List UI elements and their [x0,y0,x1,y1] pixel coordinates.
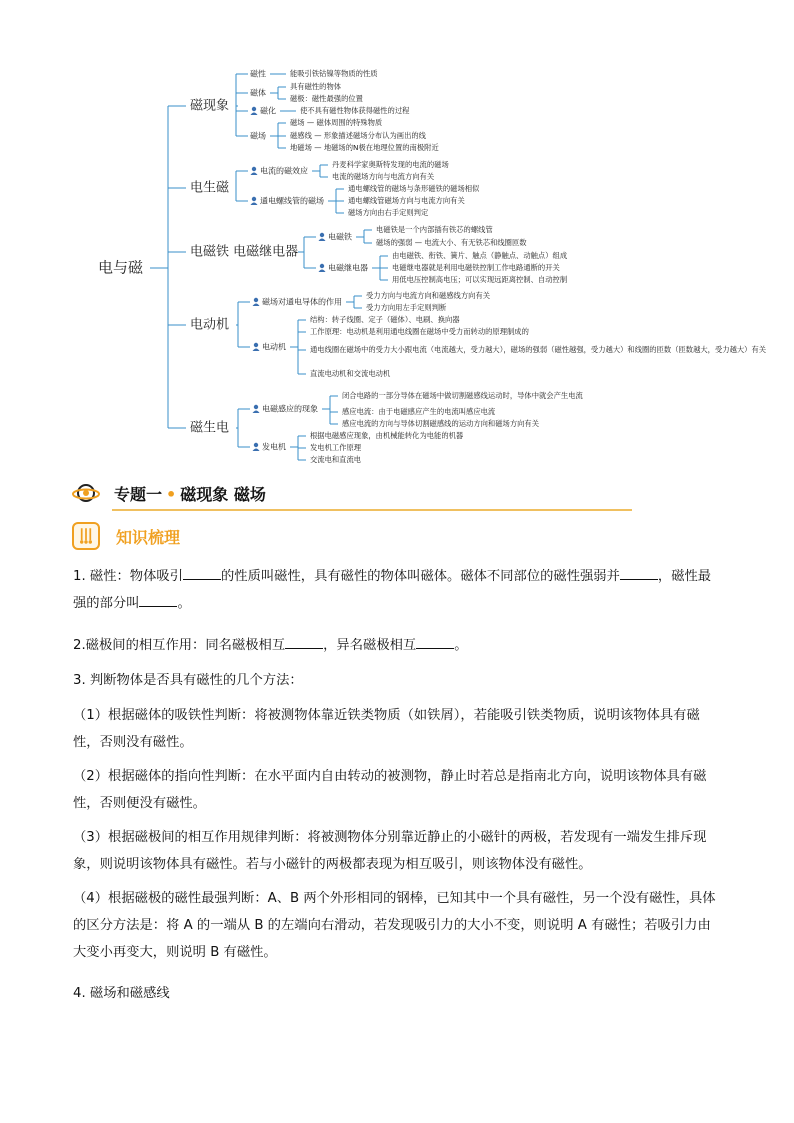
p1-text-d: 。 [177,596,191,611]
detail-3-2-2: 电磁继电器就是利用电磁铁控制工作电路通断的开关 [392,263,560,272]
detail-1-2-1: 具有磁性的物体 [290,82,342,91]
detail-2-1-2: 电流的磁场方向与电流方向有关 [332,172,435,181]
p2-text-a: 2.磁极间的相互作用：同名磁极相互 [73,638,286,653]
detail-4-1-2: 受力方向用左手定则判断 [366,303,447,312]
topic-1-4: 磁场 [250,131,266,141]
topic-number: 专题一 [114,485,163,504]
detail-2-1-1: 丹麦科学家奥斯特发现的电流的磁场 [332,160,449,169]
branch-5: 磁生电 [190,420,230,436]
person-icon [251,197,258,205]
mind-map [0,0,794,470]
paragraph-6: （3）根据磁极间的相互作用规律判断：将被测物体分别靠近静止的小磁针的两极，若发现有一端发生排斥现象，则说明该物体具有磁性。若与小磁针的两极都表现为相互吸引，则该物体没有磁性。 [73,830,707,872]
p1-text-a: 1. 磁性：物体吸引 [73,569,183,584]
detail-3-1-2: 磁场的强弱 — 电流大小、有无铁芯和线圈匝数 [376,238,527,247]
branch-4: 电动机 [190,317,230,333]
blank-5 [416,634,454,649]
blank-2 [620,565,658,580]
detail-5-1-2: 感应电流：由于电磁感应产生的电流叫感应电流 [342,407,496,416]
topic-4-1: 磁场对通电导体的作用 [262,297,342,307]
p2-text-b: ，异名磁极相互 [323,638,417,653]
topic-dot: • [166,485,177,504]
topic-header [72,478,592,508]
paragraph-1 [73,563,723,617]
topic-title [114,482,266,505]
topic-5-1: 电磁感应的现象 [262,404,318,414]
detail-4-2-2: 工作原理：电动机是利用通电线圈在磁场中受力而转动的原理制成的 [310,327,529,336]
person-icon [253,405,260,413]
detail-4-2-4: 直流电动机和交流电动机 [310,369,391,378]
detail-5-2-3: 交流电和直流电 [310,455,362,464]
topic-3-2: 电磁继电器 [328,263,368,273]
detail-1-1-1: 能吸引铁钴镍等物质的性质 [290,69,378,78]
topic-5-2: 发电机 [262,442,286,452]
topic-2-2: 通电螺线管的磁场 [260,196,324,206]
topic-name: 磁现象 磁场 [180,485,266,504]
paragraph-8: 4. 磁场和磁感线 [73,986,170,1001]
mindmap-root: 电与磁 [98,258,144,277]
detail-5-1-1: 闭合电路的一部分导体在磁场中做切割磁感线运动时，导体中就会产生电流 [342,391,583,400]
paragraph-7: （4）根据磁极的磁性最强判断：A、B 两个外形相同的钢棒，已知其中一个具有磁性，另一个没有磁性，具体的区分方法是：将 A 的一端从 B 的左端向右滑动，若发现吸引力的大小不变，则说明 A 有磁性；若吸引力由大变小再变大，则说明 B 有磁性。 [73,891,716,960]
topic-3-1: 电磁铁 [328,232,352,242]
knowledge-icon [72,522,100,550]
person-icon [253,298,260,306]
detail-5-2-2: 发电机工作原理 [310,443,362,452]
detail-4-1-1: 受力方向与电流方向和磁感线方向有关 [366,291,491,300]
detail-1-4-1: 磁场 — 磁体周围的特殊物质 [290,118,383,127]
planet-icon [72,480,100,506]
paragraph-4: （1）根据磁体的吸铁性判断：将被测物体靠近铁类物质（如铁屑），若能吸引铁类物质，说明该物体具有磁性，否则没有磁性。 [73,708,700,750]
person-icon [319,233,326,241]
person-icon [251,167,258,175]
topic-1-3: 磁化 [260,106,276,116]
branch-3: 电磁铁 电磁继电器 [190,244,299,260]
p1-text-b: 的性质叫磁性，具有磁性的物体叫磁体。磁体不同部位的磁性强弱并 [221,569,620,584]
detail-2-2-2: 通电螺线管磁场方向与电流方向有关 [348,196,465,205]
detail-1-2-2: 磁极：磁性最强的位置 [290,94,363,103]
header-underline [112,509,632,511]
blank-3 [139,592,177,607]
detail-1-4-3: 地磁场 — 地磁场的N极在地理位置的南极附近 [290,143,439,152]
paragraph-3: 3. 判断物体是否具有磁性的几个方法： [73,673,303,688]
detail-2-2-1: 通电螺线管的磁场与条形磁铁的磁场相似 [348,184,480,193]
person-icon [251,107,258,115]
person-icon [253,343,260,351]
detail-1-3-1: 使不具有磁性物体获得磁性的过程 [300,106,410,115]
detail-2-2-3: 磁场方向由右手定则判定 [348,208,429,217]
detail-5-1-3: 感应电流的方向与导体切割磁感线的运动方向和磁场方向有关 [342,419,540,428]
detail-1-4-2: 磁感线 — 形象描述磁场分布认为画出的线 [290,131,426,140]
paragraph-5: （2）根据磁体的指向性判断：在水平面内自由转动的被测物，静止时若总是指南北方向，说明该物体具有磁性，否则便没有磁性。 [73,769,707,811]
detail-4-2-1: 结构：转子线圈、定子（磁体）、电刷、换向器 [310,315,460,324]
detail-4-2-3: 通电线圈在磁场中的受力大小跟电流（电流越大，受力越大），磁场的强弱（磁性越强，受力越大）和线圈的匝数（匝数越大，受力越大）有关 [310,345,767,354]
branch-2: 电生磁 [190,180,230,196]
detail-5-2-1: 根据电磁感应现象，由机械能转化为电能的机器 [310,431,464,440]
detail-3-2-1: 由电磁铁、衔铁、簧片、触点（静触点、动触点）组成 [392,251,568,260]
blank-4 [285,634,323,649]
topic-4-2: 电动机 [262,342,286,352]
detail-3-1-1: 电磁铁是一个内部插有铁芯的螺线管 [376,225,493,234]
person-icon [319,264,326,272]
topic-1-2: 磁体 [250,88,266,98]
p2-text-c: 。 [454,638,468,653]
section-header [72,522,372,552]
branch-1: 磁现象 [190,98,230,114]
paragraph-2 [73,632,723,659]
section-title: 知识梳理 [116,528,181,547]
blank-1 [183,565,221,580]
p1-text-c: ，磁性最强的部分叫 [73,569,712,611]
topic-1-1: 磁性 [250,69,266,79]
topic-2-1: 电流的磁效应 [260,166,308,176]
detail-3-2-3: 用低电压控制高电压；可以实现远距离控制、自动控制 [392,275,568,284]
person-icon [253,443,260,451]
